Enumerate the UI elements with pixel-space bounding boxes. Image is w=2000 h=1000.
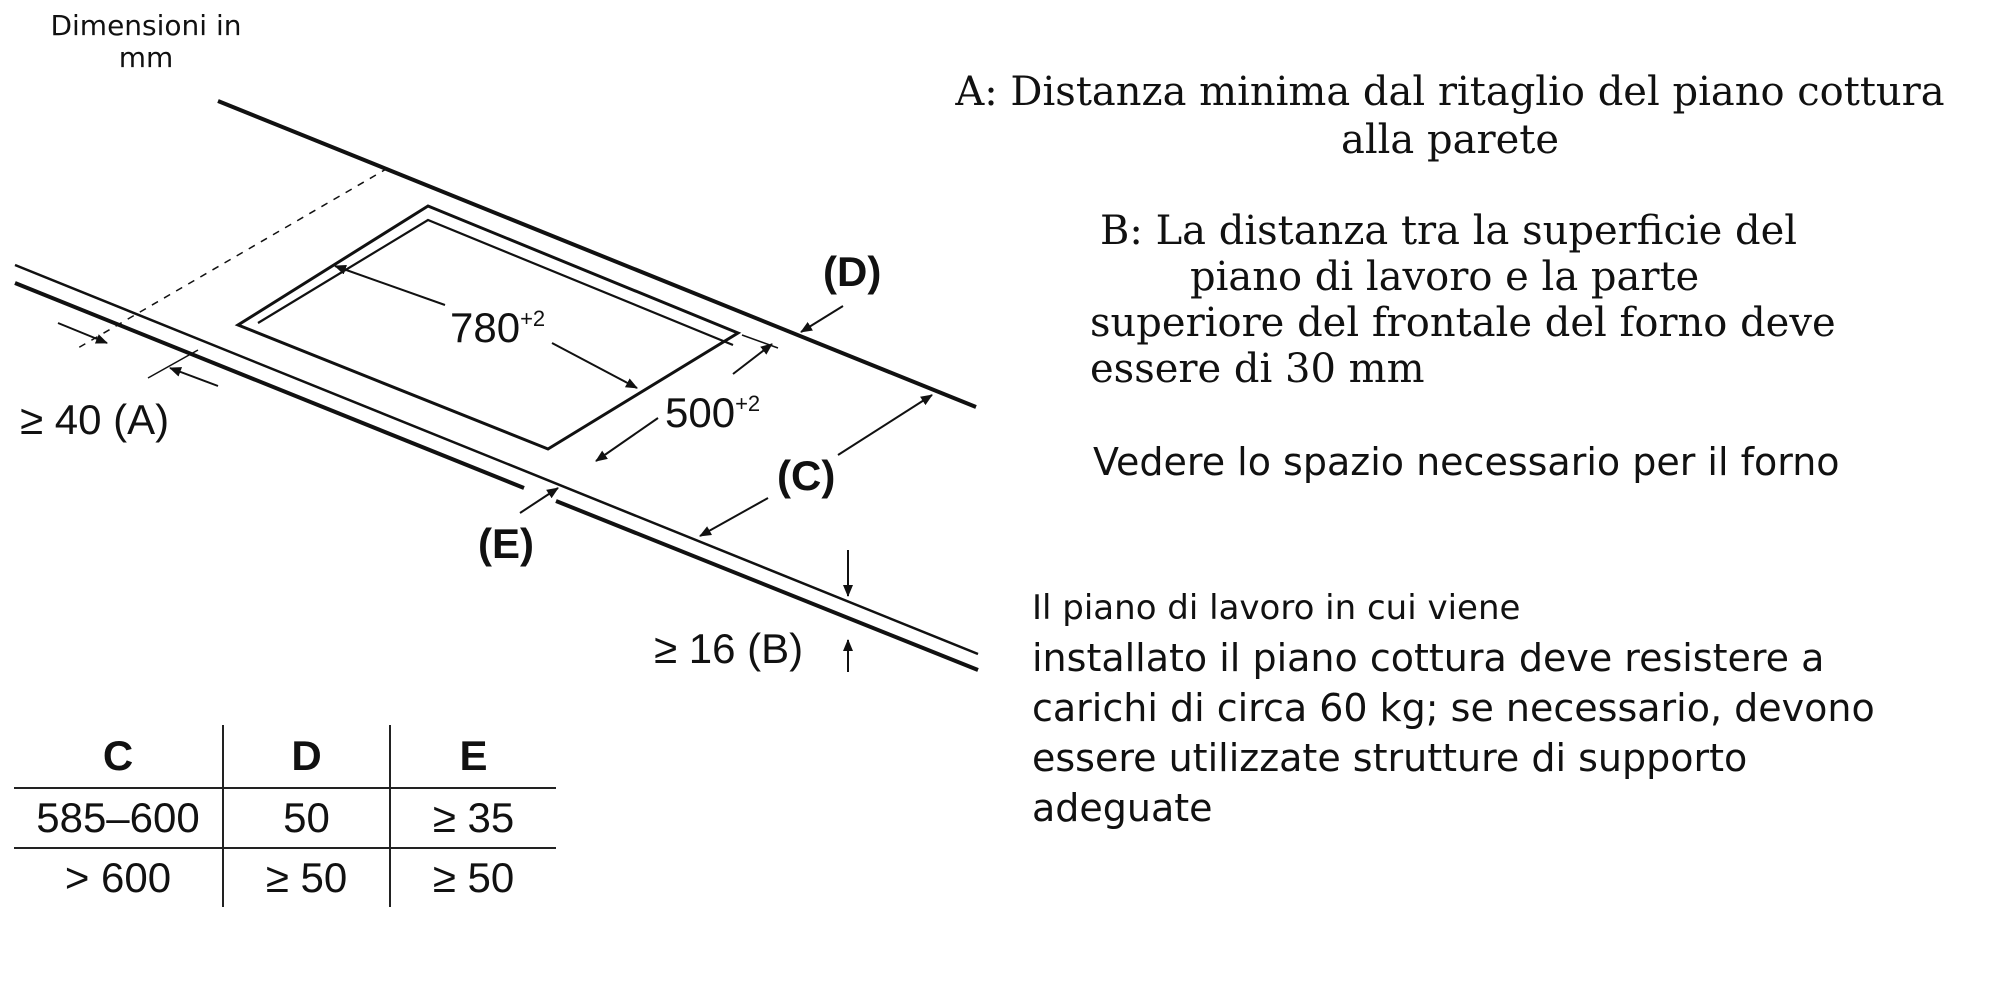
dim-depth-label: $500^{+2}$ <box>665 389 761 436</box>
dim-c-arrow-bottom <box>700 498 768 536</box>
table-cell: ≥ 35 <box>390 788 556 848</box>
table-cell: ≥ 50 <box>390 848 556 907</box>
dim-a-arrow-left <box>58 323 107 343</box>
note-load-line: carichi di circa 60 kg; se necessario, devono <box>1032 686 1875 730</box>
dim-e-arrow <box>520 488 558 513</box>
dim-d-label: (D) <box>823 248 882 295</box>
note-oven: Vedere lo spazio necessario per il forno <box>1093 440 1840 484</box>
table-cell: > 600 <box>64 854 172 901</box>
width-arrow-left <box>335 266 445 305</box>
note-load-line: adeguate <box>1032 786 1213 830</box>
dim-c-arrow-top <box>838 395 932 455</box>
units-label: Dimensioni in mm <box>50 9 242 74</box>
note-b <box>1090 208 1990 392</box>
worktop-front-bottom-edge <box>15 283 524 488</box>
note-a: A: Distanza minima dal ritaglio del piano cottura alla parete <box>955 69 1945 163</box>
note-b-line: superiore del frontale del forno deve <box>1090 300 1836 346</box>
table-header-c: C <box>14 725 223 788</box>
dimensions-table <box>14 725 556 907</box>
dim-a-arrow-right <box>170 368 218 386</box>
note-load <box>1032 583 1992 833</box>
dim-width-label: $780^{+2}$ <box>450 304 546 351</box>
table-cell: 50 <box>223 788 390 848</box>
depth-extension-line <box>742 335 778 348</box>
wall-dashed-line <box>78 168 388 348</box>
note-load-line: Il piano di lavoro in cui viene <box>1032 588 1521 628</box>
table-row <box>14 788 556 848</box>
table-row <box>14 848 556 907</box>
dim-b-label: ≥ 16 (B) <box>654 625 804 672</box>
note-b-line: B: La distanza tra la superficie del <box>1100 208 1798 254</box>
table-header-row <box>14 725 556 788</box>
note-load-line: essere utilizzate strutture di supporto <box>1032 736 1748 780</box>
note-b-line: essere di 30 mm <box>1090 346 1425 392</box>
dim-d-arrow <box>801 306 843 332</box>
width-arrow-right <box>552 343 637 388</box>
table-header-e: E <box>390 725 556 788</box>
table-header-d: D <box>223 725 390 788</box>
dim-a-extension-line <box>148 350 198 378</box>
table-cell: 585–600 <box>14 788 223 848</box>
note-b-line: piano di lavoro e la parte <box>1190 254 1700 300</box>
table-cell: ≥ 50 <box>223 848 390 907</box>
dim-a-label: ≥ 40 (A) <box>20 396 170 443</box>
depth-arrow-top <box>733 344 772 374</box>
depth-arrow-bottom <box>596 418 658 461</box>
dim-e-label: (E) <box>478 520 534 567</box>
dim-c-label: (C) <box>777 452 836 499</box>
note-load-line: installato il piano cottura deve resistere a <box>1032 636 1825 680</box>
